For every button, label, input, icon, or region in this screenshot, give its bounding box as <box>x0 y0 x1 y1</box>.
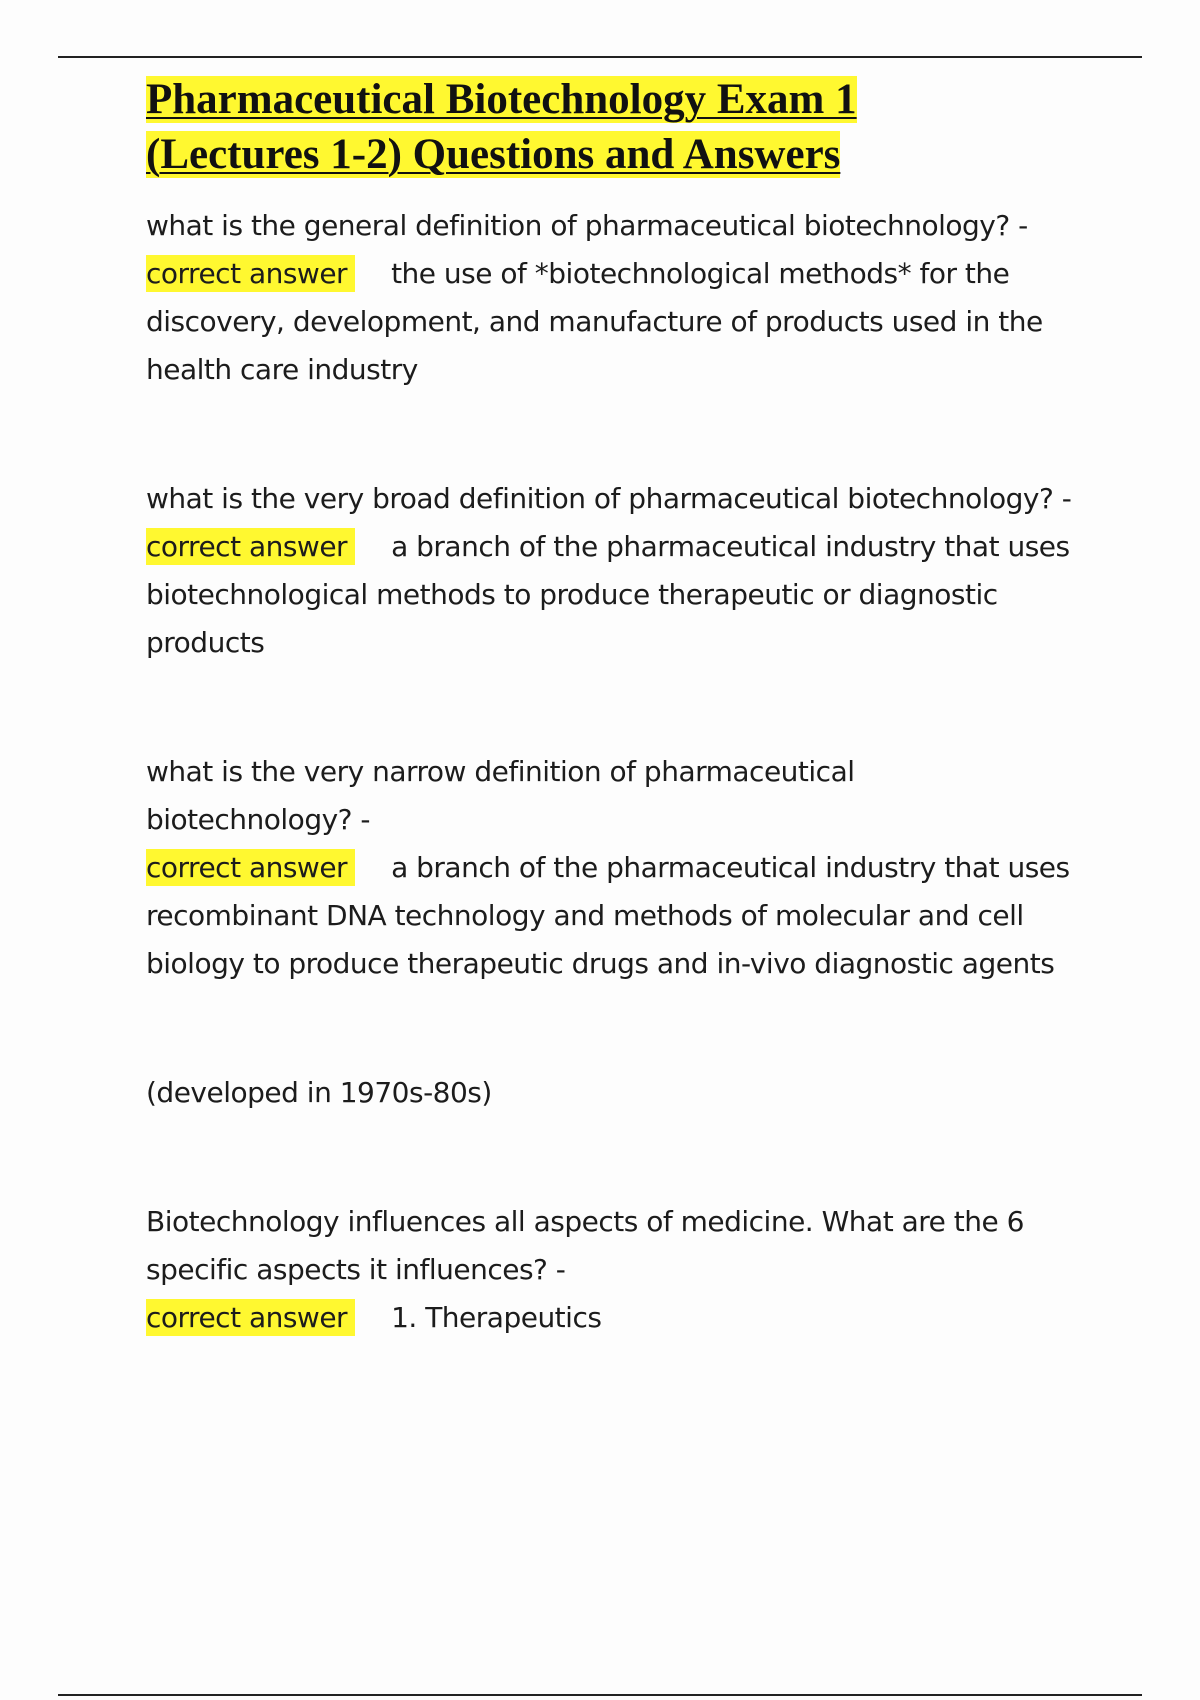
question-3: what is the very narrow definition of pharmaceutical biotechnology? - <box>146 755 855 836</box>
answer-1 <box>146 250 1106 394</box>
answer-text-2: a branch of the pharmaceutical industry that uses biotechnological methods to produce therapeutic or diagnostic products <box>146 530 1070 659</box>
spacer <box>146 394 1106 475</box>
answer-3 <box>146 844 1106 988</box>
answer-text-4: 1. Therapeutics <box>391 1301 602 1334</box>
document-body <box>146 72 1106 1342</box>
question-2-text: what is the very broad definition of pharmaceutical biotechnology? - <box>146 482 1072 515</box>
bottom-rule <box>58 1694 1142 1696</box>
answer-label-1: correct answer <box>146 255 355 292</box>
answer-note-3: (developed in 1970s-80s) <box>146 1076 492 1109</box>
answer-text-1: the use of *biotechnological methods* for the discovery, development, and manufacture of products used in the health care industry <box>146 257 1043 386</box>
answer-4 <box>146 1294 1106 1342</box>
spacer <box>146 988 1106 1069</box>
question-4: Biotechnology influences all aspects of medicine. What are the 6 specific aspects it influences? - <box>146 1205 1024 1286</box>
qa-item-3 <box>146 748 1106 1117</box>
answer-label-3: correct answer <box>146 849 355 886</box>
spacer <box>146 1117 1106 1198</box>
answer-text-3: a branch of the pharmaceutical industry that uses recombinant DNA technology and methods of molecular and cell biology to produce therapeutic drugs and in-vivo diagnostic agents <box>146 851 1070 980</box>
question-2 <box>146 475 1094 523</box>
qa-item-4 <box>146 1198 1106 1342</box>
answer-label-4: correct answer <box>146 1299 355 1336</box>
title-line-1: Pharmaceutical Biotechnology Exam 1 <box>146 76 857 123</box>
spacer <box>146 667 1106 748</box>
title-line-2: (Lectures 1-2) Questions and Answers <box>146 131 841 178</box>
document-title <box>146 72 1106 182</box>
top-rule <box>58 56 1142 58</box>
qa-item-2 <box>146 475 1106 667</box>
answer-label-2: correct answer <box>146 528 355 565</box>
answer-2 <box>146 523 1106 667</box>
question-1: what is the general definition of pharmaceutical biotechnology? - <box>146 209 1028 242</box>
qa-item-1 <box>146 202 1106 394</box>
